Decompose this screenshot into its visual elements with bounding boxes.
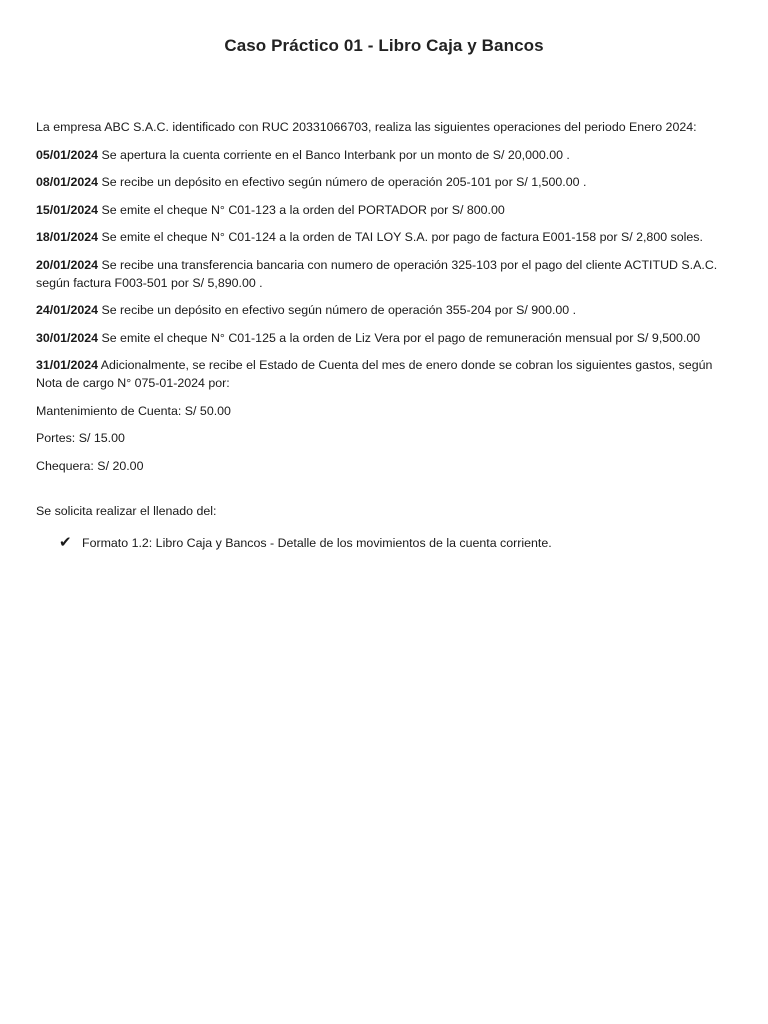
- operation-date: 30/01/2024: [36, 330, 99, 345]
- intro-paragraph: La empresa ABC S.A.C. identificado con RUC 20331066703, realiza las siguientes operaciones del periodo Enero 2024:: [36, 120, 697, 134]
- operation-item: [36, 301, 732, 319]
- operation-date: 08/01/2024: [36, 175, 99, 189]
- operation-item: [36, 329, 732, 347]
- charge-item: Chequera: S/ 20.00: [36, 458, 144, 473]
- operation-item: [36, 146, 732, 164]
- operation-item: [36, 356, 732, 392]
- operation-text: Se recibe un depósito en efectivo según número de operación 355-204 por S/ 900.00 .: [98, 303, 577, 317]
- operation-text: Se emite el cheque N° C01-123 a la orden del PORTADOR por S/ 800.00: [98, 202, 505, 217]
- operation-item: [36, 256, 732, 292]
- checkmark-icon: ✔: [59, 534, 72, 551]
- operation-text: Se recibe un depósito en efectivo según número de operación 205-101 por S/ 1,500.00 .: [98, 175, 587, 189]
- operation-date: 05/01/2024: [36, 147, 99, 162]
- spacer: [36, 484, 732, 502]
- operation-item: [36, 228, 732, 246]
- checklist-item: [36, 534, 732, 552]
- operation-text: Se apertura la cuenta corriente en el Banco Interbank por un monto de S/ 20,000.00 .: [98, 147, 570, 162]
- operation-date: 15/01/2024: [36, 202, 99, 217]
- operation-text: Se recibe una transferencia bancaria con numero de operación 325-103 por el pago del cliente ACTITUD S.A.C. según factura F003-501 por S/ 5,890.00 .: [36, 257, 718, 290]
- request-paragraph: Se solicita realizar el llenado del:: [36, 504, 217, 518]
- operation-date: 31/01/2024: [36, 358, 99, 372]
- charge-item: Portes: S/ 15.00: [36, 431, 125, 445]
- page-title: Caso Práctico 01 - Libro Caja y Bancos: [224, 36, 544, 55]
- operation-date: 20/01/2024: [36, 257, 99, 272]
- operation-text: Se emite el cheque N° C01-124 a la orden de TAI LOY S.A. por pago de factura E001-158 por S/ 2,800 soles.: [98, 230, 703, 244]
- checklist-text: Formato 1.2: Libro Caja y Bancos - Detalle de los movimientos de la cuenta corriente.: [82, 536, 552, 550]
- operation-date: 18/01/2024: [36, 230, 99, 244]
- charge-item: Mantenimiento de Cuenta: S/ 50.00: [36, 403, 231, 418]
- operation-item: [36, 173, 732, 191]
- document-body: [36, 118, 732, 552]
- operation-text: Se emite el cheque N° C01-125 a la orden de Liz Vera por el pago de remuneración mensual por S/ 9,500.00: [98, 330, 701, 345]
- operation-text: Adicionalmente, se recibe el Estado de Cuenta del mes de enero donde se cobran los siguientes gastos, según Nota de cargo N° 075-01-2024 por:: [36, 358, 713, 390]
- operation-date: 24/01/2024: [36, 303, 99, 317]
- operation-item: [36, 201, 732, 219]
